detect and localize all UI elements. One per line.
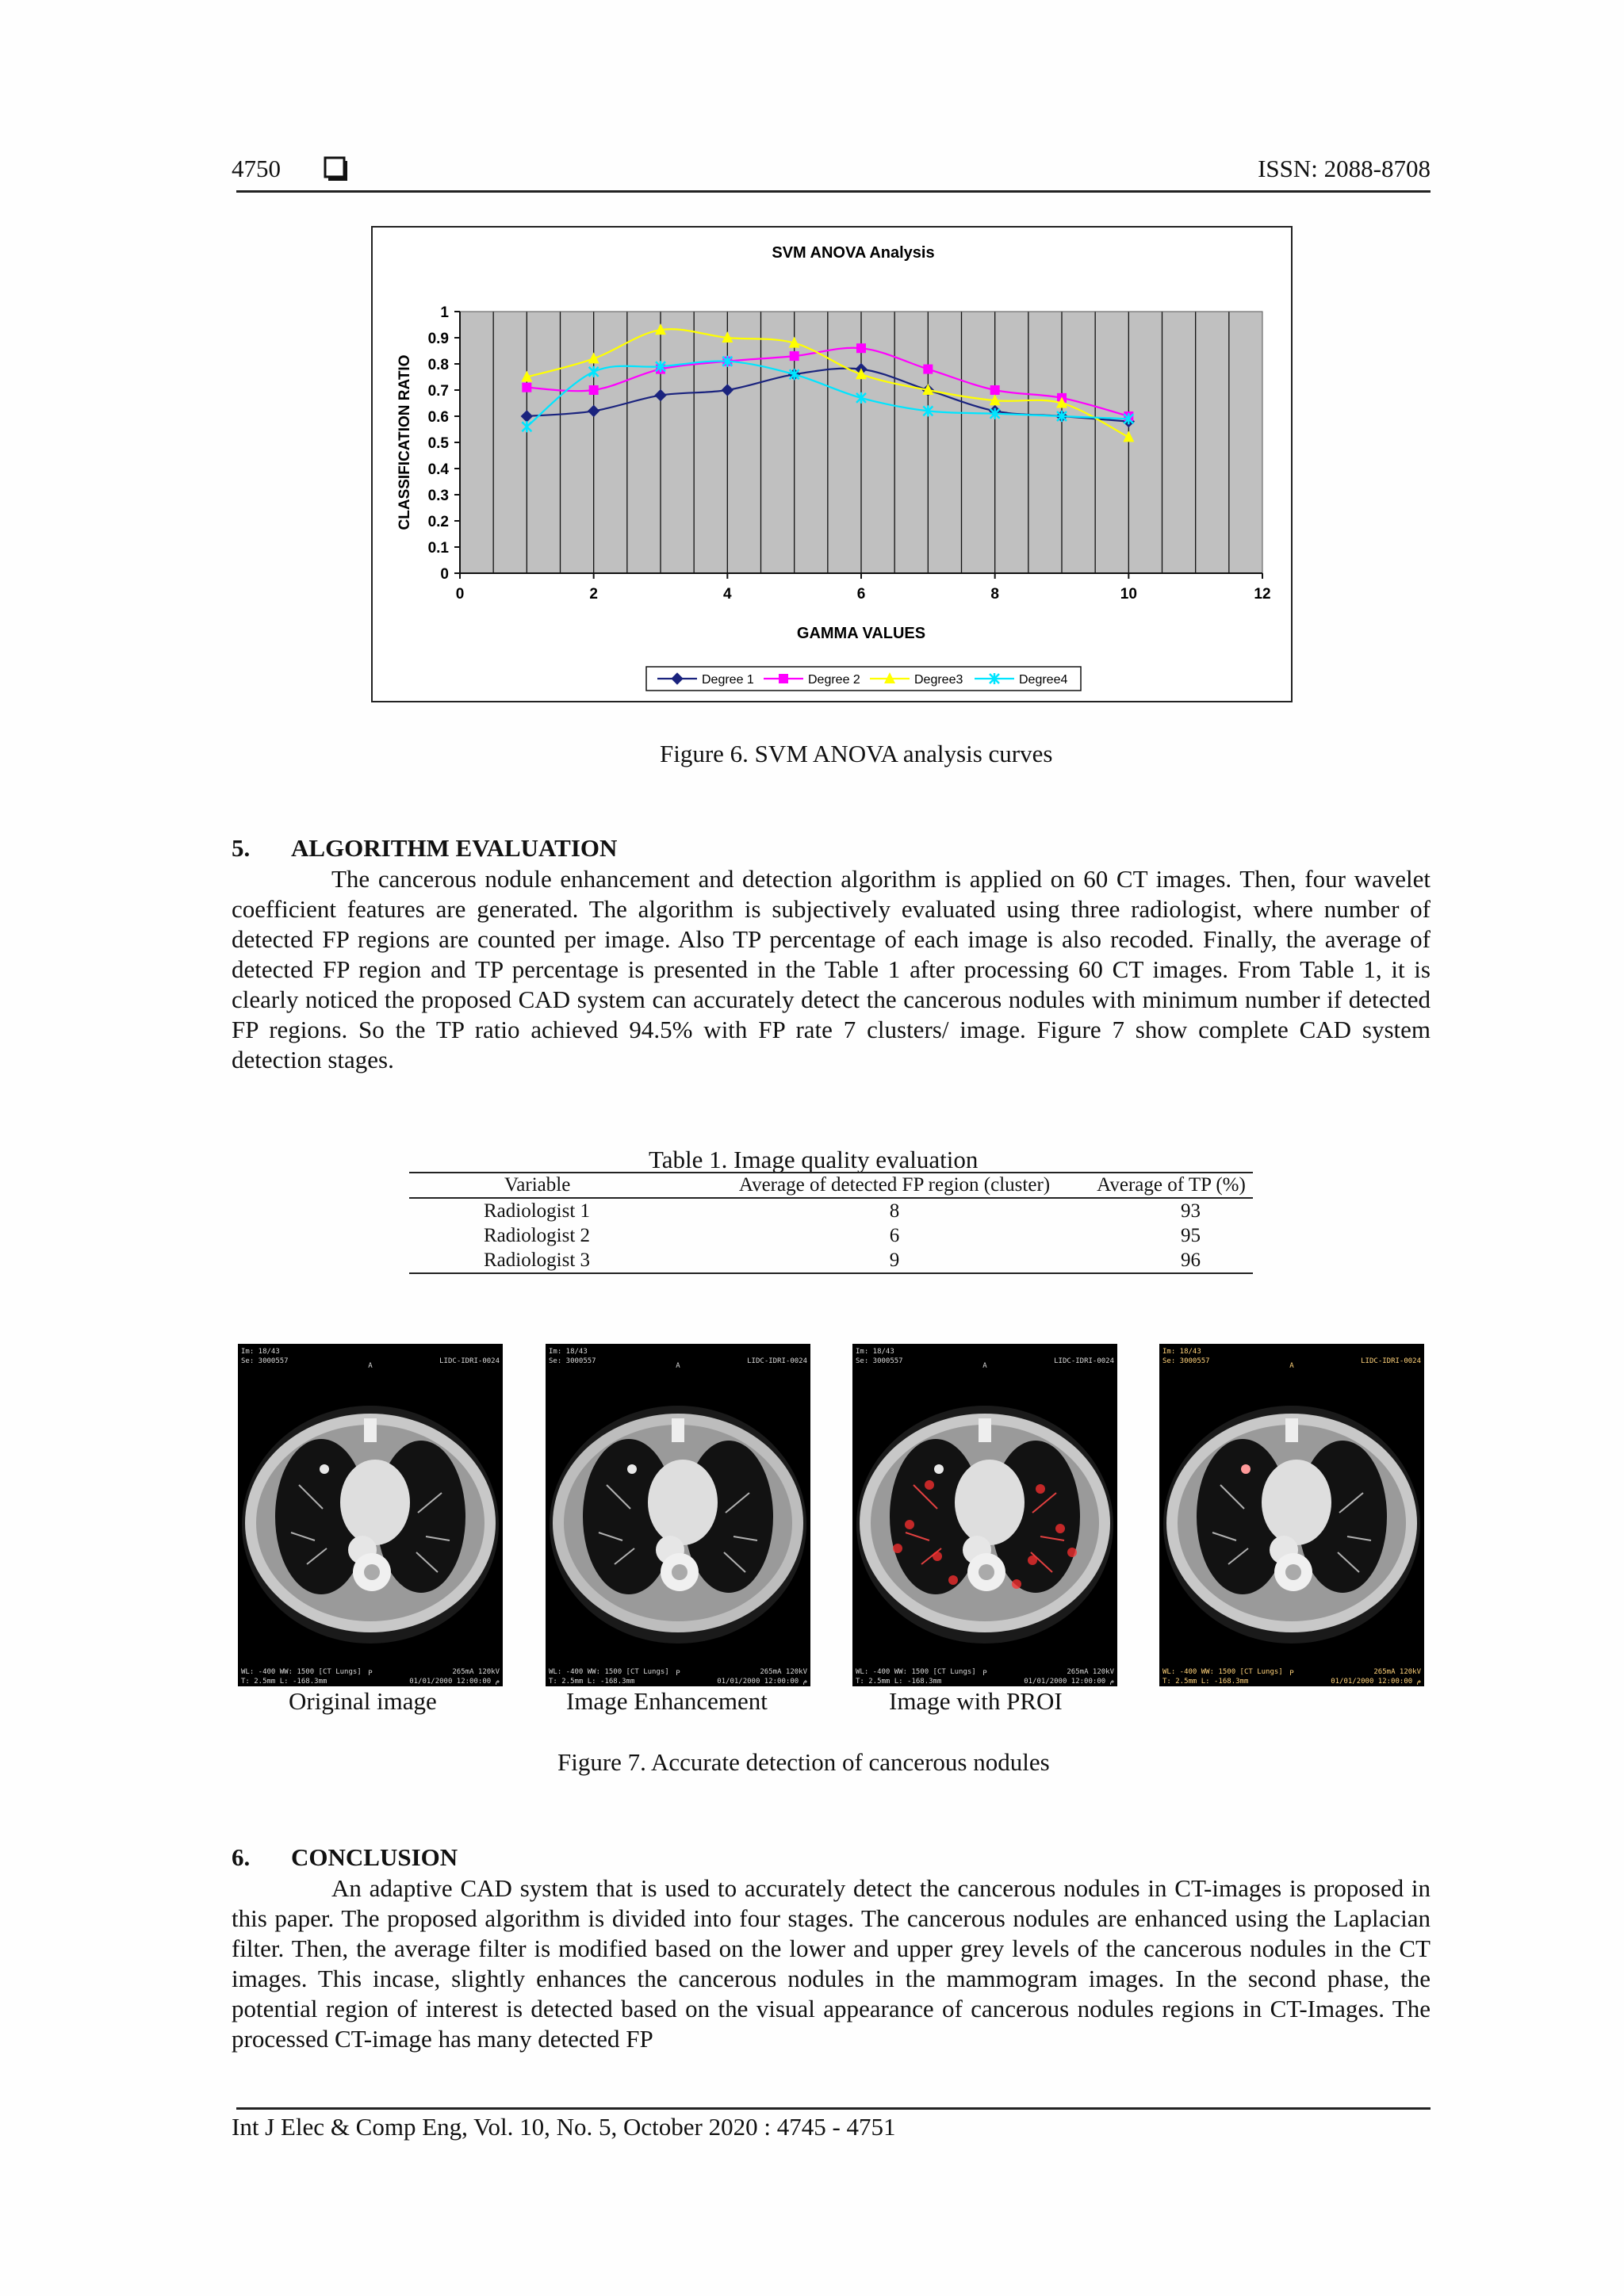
ct-id-label: LIDC-IDRI-0024	[747, 1357, 807, 1365]
ct-id-label: LIDC-IDRI-0024	[1054, 1357, 1114, 1365]
ct-heart	[955, 1460, 1025, 1545]
ct-proi-dot	[1036, 1484, 1045, 1494]
x-tick-label: 6	[856, 586, 866, 603]
table-cell-fp: 9	[699, 1248, 1090, 1273]
label-original-image: Original image	[289, 1687, 437, 1715]
label-image-enhancement: Image Enhancement	[566, 1687, 768, 1715]
ct-proi-dot	[933, 1552, 942, 1561]
ct-heart	[1262, 1460, 1331, 1545]
ct-ma-label: 265mA 120kV	[1373, 1668, 1421, 1676]
ct-wl-label: WL: -400 WW: 1500 [CT Lungs]	[241, 1668, 362, 1676]
ct-se-label: Se: 3000557	[549, 1357, 596, 1365]
header-box-icon	[321, 156, 348, 183]
ct-p-label: P	[1289, 1670, 1294, 1678]
ct-im-label: Im: 18/43	[549, 1348, 588, 1356]
ct-proi-dot	[925, 1480, 934, 1490]
x-tick-label: 4	[723, 586, 732, 603]
ct-proi-dot	[1012, 1579, 1021, 1589]
ct-se-label: Se: 3000557	[1162, 1357, 1210, 1365]
section-5-heading	[232, 834, 617, 863]
x-tick-label: 12	[1254, 586, 1271, 603]
chart-frame	[371, 226, 1293, 702]
legend	[646, 667, 1081, 691]
footer-rule	[236, 2107, 1431, 2110]
ct-sternum	[364, 1418, 377, 1442]
y-tick-label: 0.2	[427, 514, 449, 530]
ct-nodule	[320, 1464, 329, 1474]
table-header-row	[409, 1173, 1253, 1198]
table-header-fp: Average of detected FP region (cluster)	[699, 1173, 1090, 1198]
ct-nodule	[934, 1464, 944, 1474]
ct-date-label: 01/01/2000 12:00:00 م	[1024, 1678, 1114, 1686]
table-1-caption: Table 1. Image quality evaluation	[649, 1146, 979, 1173]
section-6-number: 6.	[232, 1843, 251, 1871]
ct-im-label: Im: 18/43	[856, 1348, 894, 1356]
data-point	[856, 343, 866, 353]
figure-6-caption: Figure 6. SVM ANOVA analysis curves	[660, 740, 1053, 767]
ct-spinal-canal	[364, 1564, 380, 1580]
y-tick-label: 0.5	[427, 435, 449, 452]
ct-wl-label: WL: -400 WW: 1500 [CT Lungs]	[1162, 1668, 1283, 1676]
ct-date-label: 01/01/2000 12:00:00 م	[409, 1678, 500, 1686]
x-tick-label: 2	[589, 586, 598, 603]
table-row	[409, 1248, 1253, 1273]
ct-se-label: Se: 3000557	[856, 1357, 903, 1365]
data-point	[522, 383, 531, 392]
table-header-variable: Variable	[409, 1173, 699, 1198]
ct-wl-label: WL: -400 WW: 1500 [CT Lungs]	[856, 1668, 976, 1676]
issn: ISSN: 2088-8708	[1258, 155, 1431, 182]
ct-heart	[648, 1460, 718, 1545]
table-cell-tp: 95	[1181, 1225, 1201, 1246]
legend-label: Degree 2	[808, 673, 860, 687]
x-tick-label: 8	[990, 586, 999, 603]
table-header-tp: Average of TP (%)	[1090, 1173, 1253, 1198]
ct-im-label: Im: 18/43	[1162, 1348, 1201, 1356]
table-row	[409, 1198, 1253, 1223]
ct-a-label: A	[368, 1362, 373, 1370]
legend-label: Degree4	[1019, 673, 1068, 687]
ct-proi-dot	[948, 1575, 958, 1585]
figure-7-caption: Figure 7. Accurate detection of cancerous nodules	[557, 1748, 1050, 1776]
ct-spinal-canal	[672, 1564, 688, 1580]
ct-proi-dot	[1055, 1524, 1065, 1533]
ct-image-original	[238, 1344, 503, 1686]
label-image-proi: Image with PROI	[889, 1687, 1063, 1715]
table-cell-variable: Radiologist 1	[484, 1200, 591, 1222]
x-tick-label: 0	[455, 586, 465, 603]
ct-sternum	[672, 1418, 684, 1442]
ct-se-label: Se: 3000557	[241, 1357, 289, 1365]
ct-nodule	[1241, 1464, 1251, 1474]
ct-ma-label: 265mA 120kV	[1067, 1668, 1114, 1676]
section-5-number: 5.	[232, 834, 251, 862]
ct-p-label: P	[982, 1670, 987, 1678]
legend-marker	[779, 674, 788, 683]
chart-title: SVM ANOVA Analysis	[772, 244, 935, 262]
table-cell-variable: Radiologist 3	[409, 1248, 699, 1273]
section-5-title: ALGORITHM EVALUATION	[291, 834, 618, 862]
section-6-title: CONCLUSION	[291, 1843, 458, 1871]
y-tick-label: 0.3	[427, 488, 449, 504]
data-point	[589, 385, 599, 395]
svm-anova-chart	[373, 228, 1291, 701]
ct-ma-label: 265mA 120kV	[452, 1668, 500, 1676]
ct-proi-dot	[1028, 1556, 1037, 1565]
data-point	[790, 351, 799, 361]
section-6-heading	[232, 1843, 458, 1872]
ct-image-detected	[1159, 1344, 1424, 1686]
ct-p-label: P	[368, 1670, 373, 1678]
y-tick-label: 0.4	[427, 461, 449, 478]
ct-proi-dot	[905, 1520, 914, 1529]
ct-date-label: 01/01/2000 12:00:00 م	[1331, 1678, 1421, 1686]
table-cell-fp: 8	[889, 1200, 900, 1222]
table-row	[409, 1223, 1253, 1248]
ct-a-label: A	[1289, 1362, 1294, 1370]
table-cell-tp: 93	[1181, 1200, 1201, 1222]
ct-image-enhanced	[546, 1344, 810, 1686]
ct-proi-dot	[893, 1544, 902, 1553]
y-tick-label: 0.1	[427, 540, 449, 557]
ct-heart	[340, 1460, 410, 1545]
ct-id-label: LIDC-IDRI-0024	[439, 1357, 500, 1365]
table-cell-fp: 6	[889, 1225, 900, 1246]
ct-date-label: 01/01/2000 12:00:00 م	[717, 1678, 807, 1686]
table-cell-variable: Radiologist 2	[484, 1225, 591, 1246]
x-tick-label: 10	[1120, 586, 1137, 603]
ct-p-label: P	[676, 1670, 680, 1678]
y-tick-label: 0.6	[427, 409, 449, 426]
ct-wl-label: WL: -400 WW: 1500 [CT Lungs]	[549, 1668, 669, 1676]
ct-a-label: A	[676, 1362, 680, 1370]
ct-image-proi	[852, 1344, 1117, 1686]
section-5-paragraph: The cancerous nodule enhancement and detection algorithm is applied on 60 CT images. Then, four wavelet coefficient features are generated. The algorithm is subjectively evaluated using three radiologist, where number of detected FP regions are counted per image. Also TP percentage of each image is also recoded. Finally, the average of detected FP region and TP percentage is presented in the Table 1 after processing 60 CT images. From Table 1, it is clearly noticed the proposed CAD system can accurately detect the cancerous nodules with minimum number if detected FP regions. So the TP ratio achieved 94.5% with FP rate 7 clusters/ image. Figure 7 show complete CAD system detection stages.	[232, 865, 1431, 1073]
legend-label: Degree 1	[702, 673, 754, 687]
ct-spinal-canal	[979, 1564, 994, 1580]
ct-sternum	[1285, 1418, 1298, 1442]
legend-label: Degree3	[914, 673, 963, 687]
data-point	[990, 385, 1000, 395]
y-tick-label: 0.7	[427, 383, 449, 400]
ct-ma-label: 265mA 120kV	[760, 1668, 807, 1676]
ct-t-label: T: 2.5mm L: -168.3mm	[549, 1678, 635, 1686]
ct-id-label: LIDC-IDRI-0024	[1361, 1357, 1421, 1365]
y-tick-label: 0.8	[427, 357, 449, 373]
x-axis-label: GAMMA VALUES	[796, 625, 926, 642]
header-rule	[236, 190, 1431, 193]
ct-im-label: Im: 18/43	[241, 1348, 280, 1356]
y-axis-label: CLASSIFICATION RATIO	[396, 354, 413, 530]
y-tick-label: 0	[440, 566, 449, 583]
page-number: 4750	[232, 155, 281, 182]
ct-proi-dot	[1067, 1548, 1077, 1557]
ct-nodule	[627, 1464, 637, 1474]
ct-a-label: A	[982, 1362, 987, 1370]
ct-t-label: T: 2.5mm L: -168.3mm	[241, 1678, 327, 1686]
ct-sternum	[979, 1418, 991, 1442]
section-6-paragraph: An adaptive CAD system that is used to accurately detect the cancerous nodules in CT-images is proposed in this paper. The proposed algorithm is divided into four stages. The cancerous nodules are enhanced using the Laplacian filter. Then, the average filter is modified based on the lower and upper grey levels of the cancerous nodules in the CT images. This incase, slightly enhances the cancerous nodules in the mammogram images. In the second phase, the potential region of interest is detected based on the visual appearance of cancerous nodules regions in CT-Images. The processed CT-image has many detected FP	[232, 1874, 1431, 2053]
table-cell-tp: 96	[1090, 1248, 1253, 1273]
ct-t-label: T: 2.5mm L: -168.3mm	[1162, 1678, 1249, 1686]
ct-spinal-canal	[1285, 1564, 1301, 1580]
data-point	[923, 365, 933, 374]
y-tick-label: 1	[440, 304, 449, 321]
footer-citation: Int J Elec & Comp Eng, Vol. 10, No. 5, October 2020 : 4745 - 4751	[232, 2113, 896, 2141]
ct-t-label: T: 2.5mm L: -168.3mm	[856, 1678, 942, 1686]
y-tick-label: 0.9	[427, 331, 449, 347]
table-1	[409, 1172, 1253, 1274]
